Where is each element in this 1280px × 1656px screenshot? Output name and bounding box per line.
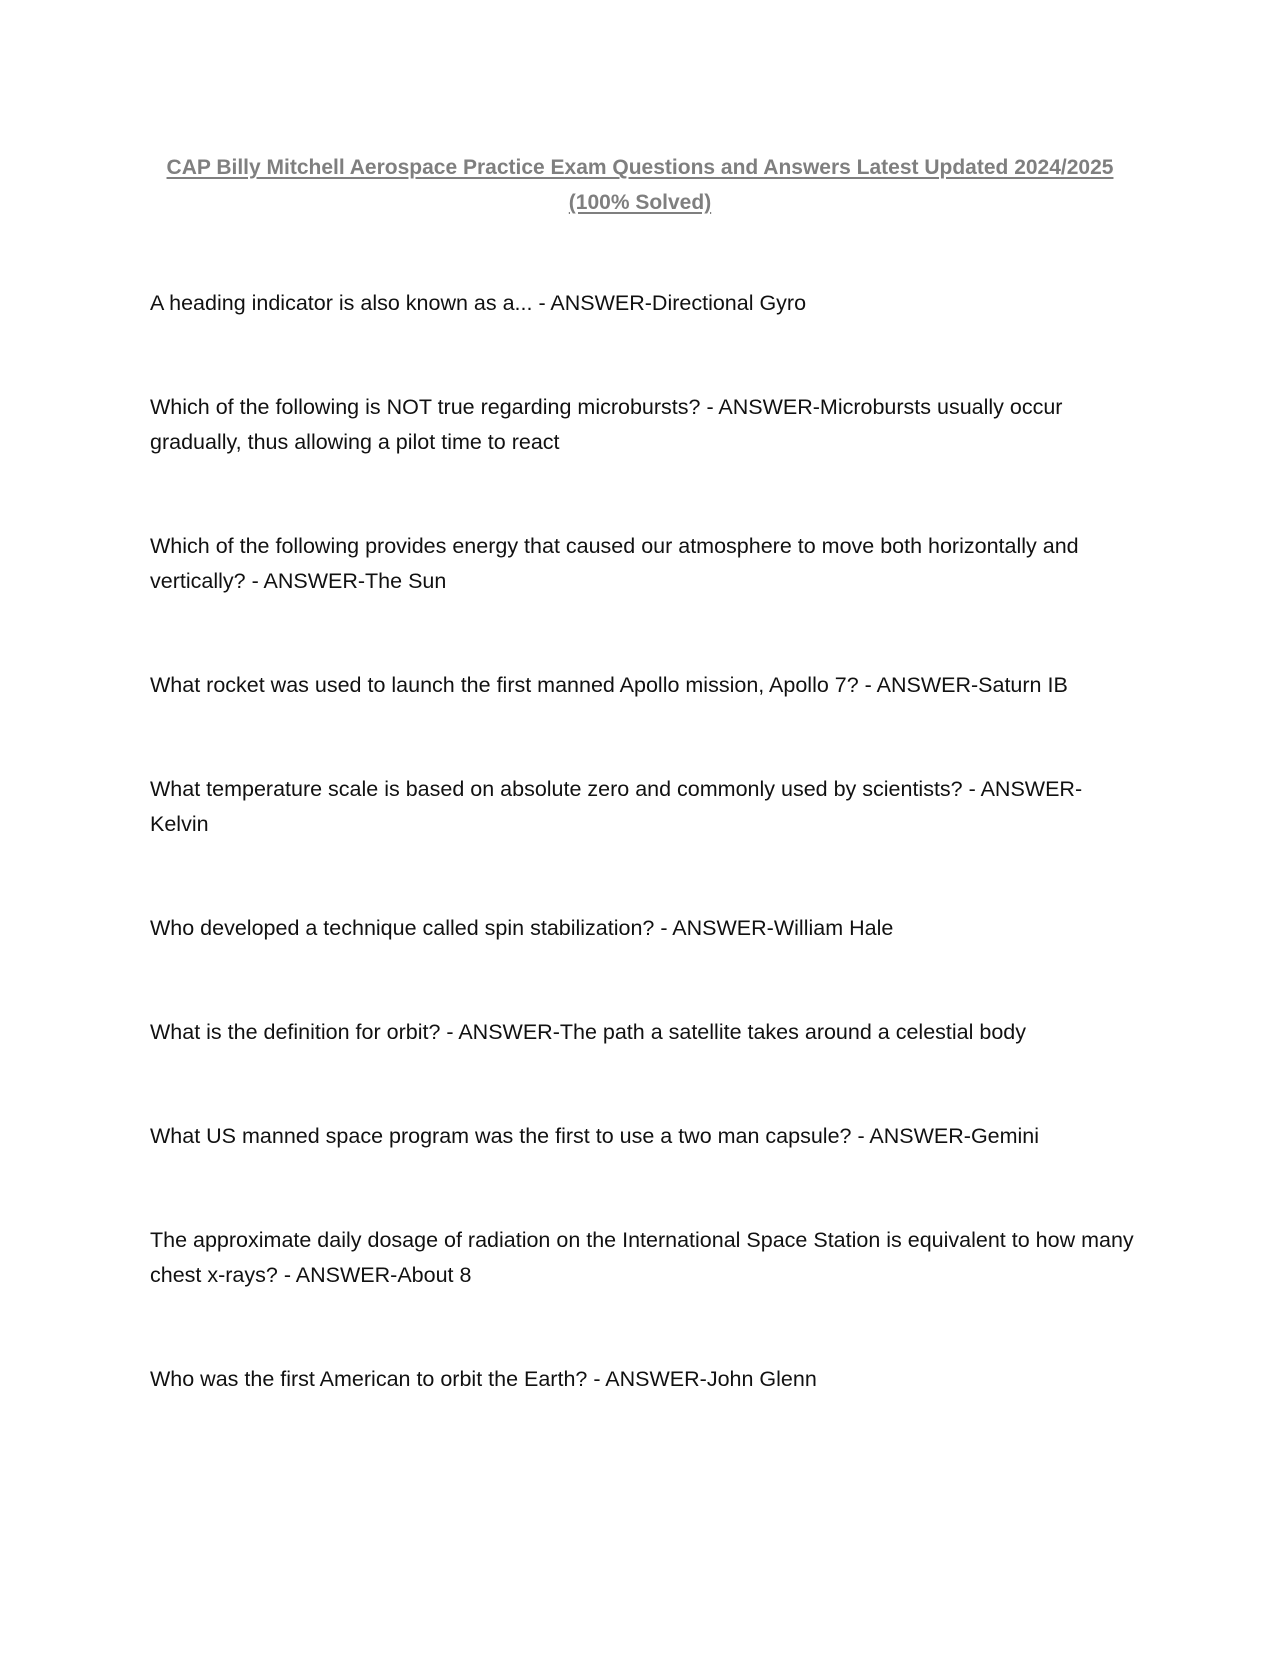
question-text: Which of the following is NOT true regarding microbursts? (150, 395, 701, 419)
question-text: Who was the first American to orbit the Earth? (150, 1367, 588, 1391)
qa-item (150, 1223, 1140, 1293)
answer-separator: - ANSWER- (587, 1367, 707, 1391)
question-text: The approximate daily dosage of radiation on the International Space Station is equivalent to how many chest x-rays? (150, 1228, 1134, 1287)
question-text: Who developed a technique called spin stabilization? (150, 916, 655, 940)
document-title: CAP Billy Mitchell Aerospace Practice Exam Questions and Answers Latest Updated 2024/2025 (100% Solved) (166, 156, 1114, 214)
answer-text: Kelvin (150, 812, 209, 836)
qa-item (150, 1362, 1140, 1397)
qa-item (150, 286, 1140, 321)
answer-separator: - ANSWER- (277, 1263, 398, 1287)
qa-item (150, 1015, 1140, 1050)
question-text: A heading indicator is also known as a... (150, 291, 533, 315)
answer-text: The Sun (365, 569, 447, 593)
answer-separator: - ANSWER- (532, 291, 652, 315)
qa-list (150, 286, 1140, 1466)
answer-text: Microbursts usually occur gradually, thus allowing a pilot time to react (150, 395, 1063, 454)
answer-separator: - ANSWER- (962, 777, 1083, 801)
answer-separator: - ANSWER- (858, 673, 979, 697)
answer-text: Directional Gyro (651, 291, 807, 315)
answer-text: About 8 (397, 1263, 472, 1287)
answer-text: Gemini (970, 1124, 1040, 1148)
qa-item (150, 668, 1140, 703)
qa-item (150, 772, 1140, 842)
answer-separator: - ANSWER- (851, 1124, 971, 1148)
question-text: Which of the following provides energy that caused our atmosphere to move both horizontally and vertically? (150, 534, 1079, 593)
answer-text: The path a satellite takes around a celestial body (559, 1020, 1026, 1044)
qa-item (150, 390, 1140, 460)
qa-item (150, 911, 1140, 946)
answer-separator: - ANSWER- (700, 395, 820, 419)
question-text: What rocket was used to launch the first manned Apollo mission, Apollo 7? (150, 673, 859, 697)
qa-item (150, 529, 1140, 599)
answer-separator: - ANSWER- (654, 916, 774, 940)
answer-text: John Glenn (706, 1367, 817, 1391)
question-text: What US manned space program was the first to use a two man capsule? (150, 1124, 852, 1148)
question-text: What temperature scale is based on absolute zero and commonly used by scientists? (150, 777, 963, 801)
answer-text: Saturn IB (978, 673, 1068, 697)
answer-text: William Hale (773, 916, 894, 940)
answer-separator: - ANSWER- (245, 569, 366, 593)
qa-item (150, 1119, 1140, 1154)
question-text: What is the definition for orbit? (150, 1020, 441, 1044)
answer-separator: - ANSWER- (440, 1020, 560, 1044)
